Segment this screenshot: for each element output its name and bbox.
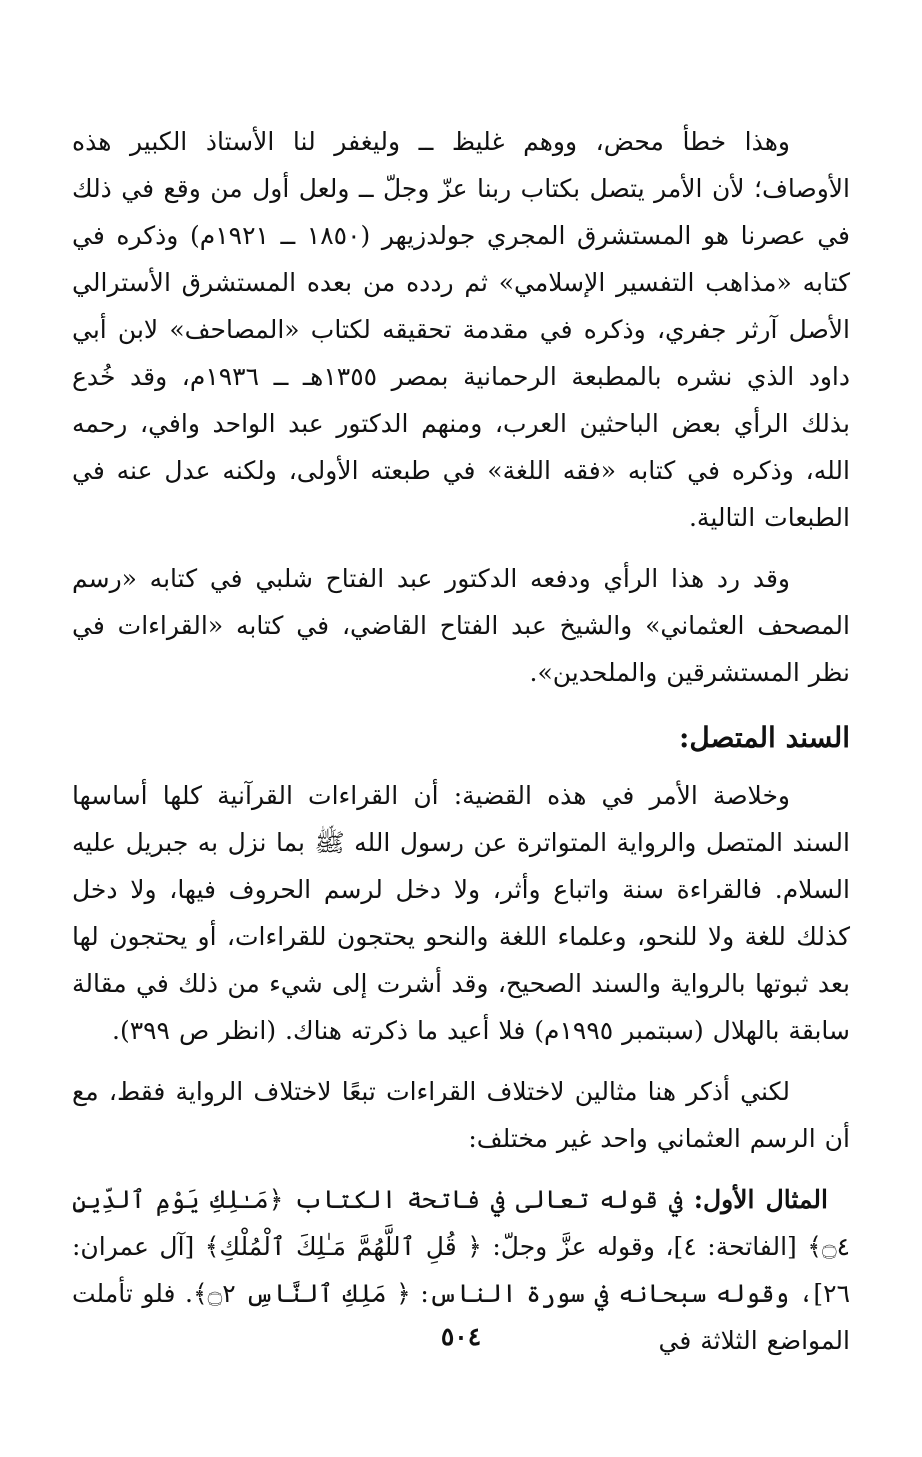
paragraph-1: وهذا خطأ محض، ووهم غليظ ــ وليغفر لنا الأستاذ الكبير هذه الأوصاف؛ لأن الأمر يتصل بكتاب ربنا عزّ وجلّ ــ ولعل أول من وقع في ذلك في عصرنا هو المستشرق المجري جولدزيهر (١٨٥٠ ــ ١٩٢١م) وذكره في كتابه «مذاهب التفسير الإسلامي» ثم ردده من بعده المستشرق الأسترالي الأصل آرثر جفري، وذكره في مقدمة تحقيقه لكتاب «المصاحف» لابن أبي داود الذي نشره بالمطبعة الرحمانية بمصر ١٣٥٥هـ ــ ١٩٣٦م، وقد خُدع بذلك الرأي بعض الباحثين العرب، ومنهم الدكتور عبد الواحد وافي، رحمه الله، وذكره في كتابه «فقه اللغة» في طبعته الأولى، ولكنه عدل عنه في الطبعات التالية. [72,127,850,532]
example-text: في قوله تعالى في فاتحة الكتاب ﴿مَـٰلِكِ يَوْمِ ٱلدِّينِ ۝٤﴾ [الفاتحة: ٤]، وقوله عزَّ وجلّ: ﴿ قُلِ ٱللَّهُمَّ مَـٰلِكَ ٱلْمُلْكِ﴾ [آل عمران: ٢٦]، وقوله سبحانه في سورة الناس: ﴿ مَلِكِ ٱلنَّاسِ ۝٢﴾. فلو تأملت المواضع الثلاثة في [72,1185,851,1355]
section-heading: السند المتصل: [679,721,850,754]
page-number: ٥٠٤ [440,1322,482,1351]
page-body [72,118,850,1364]
paragraph-3: وخلاصة الأمر في هذه القضية: أن القراءات القرآنية كلها أساسها السند المتصل والرواية المتواترة عن رسول الله ﷺ بما نزل به جبريل عليه السلام. فالقراءة سنة واتباع وأثر، ولا دخل لرسم الحروف فيها، ولا دخل كذلك للغة ولا للنحو، وعلماء اللغة والنحو يحتجون للقراءات، أو يحتجون لها بعد ثبوتها بالرواية والسند الصحيح، وقد أشرت إلى شيء من ذلك في مقالة سابقة بالهلال (سبتمبر ١٩٩٥م) فلا أعيد ما ذكرته هناك. (انظر ص ٣٩٩). [72,781,850,1045]
example-lead: المثال الأول: [693,1185,828,1214]
paragraph-4: لكني أذكر هنا مثالين لاختلاف القراءات تبعًا لاختلاف الرواية فقط، مع أن الرسم العثماني واحد غير مختلف: [72,1077,850,1153]
paragraph-2: وقد رد هذا الرأي ودفعه الدكتور عبد الفتاح شلبي في كتابه «رسم المصحف العثماني» والشيخ عبد الفتاح القاضي، في كتابه «القراءات في نظر المستشرقين والملحدين». [72,564,850,687]
